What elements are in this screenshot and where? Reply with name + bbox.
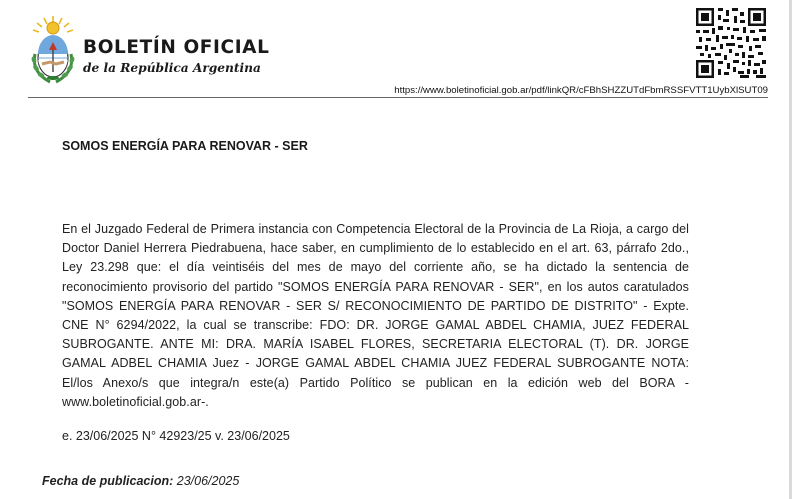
- publication-date-line: [42, 474, 239, 488]
- edict-reference: e. 23/06/2025 N° 42923/25 v. 23/06/2025: [62, 429, 290, 443]
- document-title: SOMOS ENERGÍA PARA RENOVAR - SER: [62, 139, 308, 153]
- publication-date-value: 23/06/2025: [176, 474, 240, 488]
- qr-code-icon[interactable]: [696, 8, 766, 78]
- brand-title: BOLETÍN OFICIAL: [83, 37, 270, 58]
- brand-subtitle: de la República Argentina: [83, 61, 261, 75]
- publication-date-label: Fecha de publicacion:: [42, 474, 174, 488]
- coat-of-arms-icon: [28, 14, 78, 86]
- qr-link-url[interactable]: https://www.boletinoficial.gob.ar/pdf/linkQR/cFBhSHZZUTdFbmRSSFVTT1UybXlSUT09: [394, 85, 768, 96]
- brand-block: [83, 37, 270, 76]
- document-body: En el Juzgado Federal de Primera instancia con Competencia Electoral de la Provincia de La Rioja, a cargo del Doctor Daniel Herrera Piedrabuena, hace saber, en cumplimiento de lo establecido en el art. 63, párrafo 2do., Ley 23.298 que: el día veintiséis del mes de mayo del corriente año, se ha dictado la sentencia de reconocimiento provisorio del partido "SOMOS ENERGÍA PARA RENOVAR - SER", en los autos caratulados "SOMOS ENERGÍA PARA RENOVAR - SER S/ RECONOCIMIENTO DE PARTIDO DE DISTRITO" - Expte. CNE N° 6294/2022, la cual se transcribe: FDO: DR. JORGE GAMAL ABDEL CHAMIA, JUEZ FEDERAL SUBROGANTE. ANTE MI: DRA. MARÍA ISABEL FLORES, SECRETARIA ELECTORAL (T). DR. JORGE GAMAL ADBEL CHAMIA Juez - JORGE GAMAL ABDEL CHAMIA JUEZ FEDERAL SUBROGANTE NOTA: El/los Anexo/s que integra/n este(a) Partido Político se publican en la edición web del BORA -www.boletinoficial.gob.ar-.: [62, 222, 689, 409]
- header-divider: [28, 97, 768, 98]
